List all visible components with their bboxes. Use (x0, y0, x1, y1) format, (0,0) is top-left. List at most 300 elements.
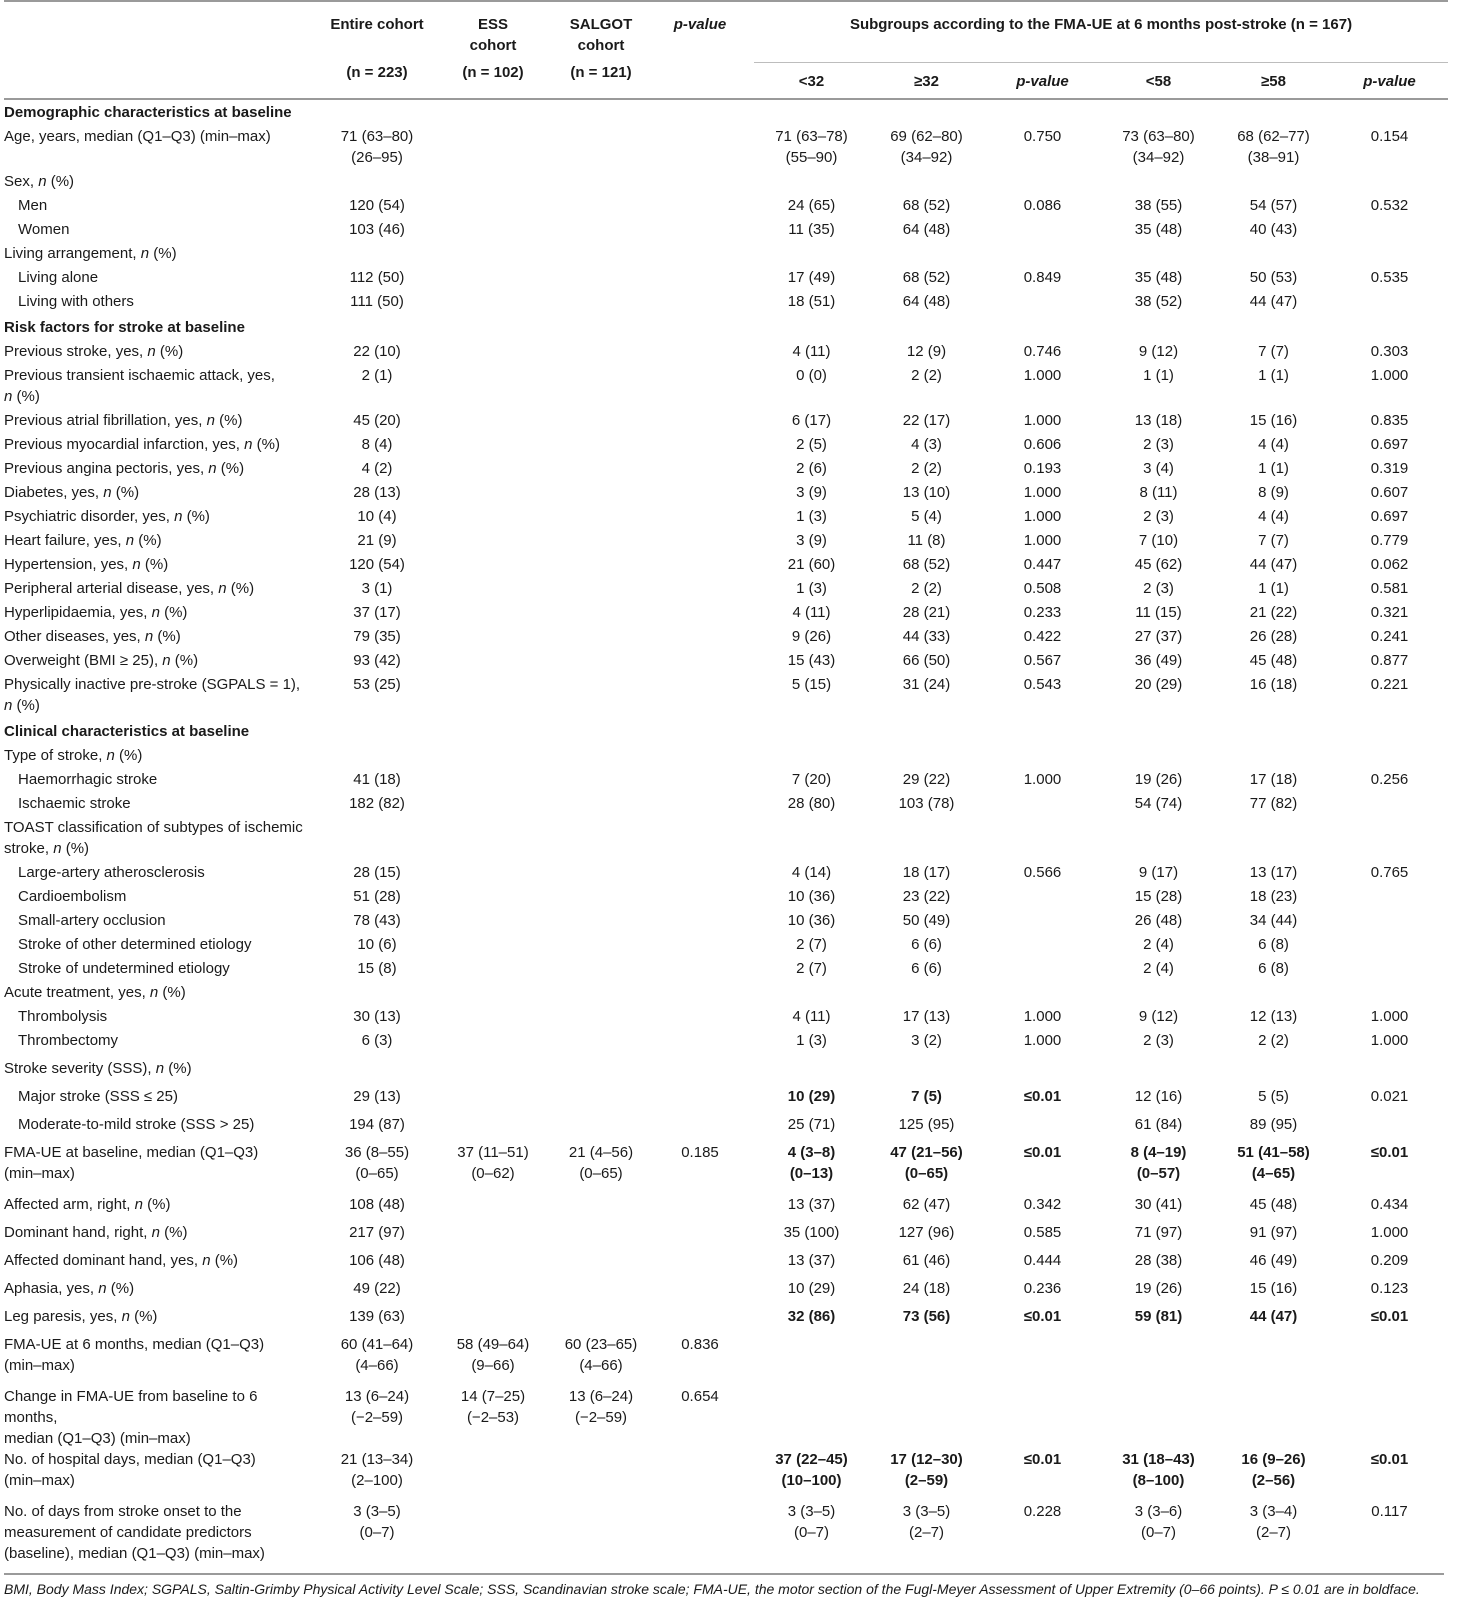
table-cell (656, 506, 744, 530)
table-cell: 0.319 (1370, 459, 1409, 477)
table-cell (546, 1058, 656, 1086)
table-cell (440, 1449, 546, 1501)
table-cell (754, 745, 869, 769)
table-cell: 13 (6–24) (−2–59) (568, 1387, 634, 1426)
table-cell (440, 1086, 546, 1114)
table-cell (546, 1250, 656, 1278)
row-label: Living with others (18, 292, 134, 310)
table-cell: 103 (46) (349, 220, 405, 238)
table-cell: ≤0.01 (1023, 1087, 1062, 1105)
table-cell (1331, 910, 1448, 934)
header-pvalue (656, 1, 744, 62)
table-cell: 2 (3) (1143, 507, 1174, 525)
table-cell: 68 (62–77) (38–91) (1237, 127, 1310, 166)
table-cell (546, 554, 656, 578)
spacer-cell (744, 1222, 754, 1250)
table-cell: 38 (52) (1134, 292, 1183, 310)
table-row (4, 793, 1448, 817)
header-spacer (744, 1, 754, 62)
table-cell (1216, 243, 1331, 267)
table-cell: 45 (48) (1249, 1195, 1298, 1213)
table-row (4, 434, 1448, 458)
table-cell: 93 (42) (353, 651, 401, 669)
table-cell: 22 (10) (353, 342, 401, 360)
table-cell (984, 219, 1101, 243)
table-row (4, 458, 1448, 482)
header-n-entire: (n = 223) (346, 64, 408, 81)
table-cell: 1.000 (1023, 1007, 1062, 1025)
table-cell: 21 (22) (1249, 603, 1298, 621)
table-cell: 0.303 (1370, 342, 1409, 360)
table-cell: ≤0.01 (1370, 1307, 1409, 1325)
table-row (4, 602, 1448, 626)
table-cell (440, 1194, 546, 1222)
table-cell (984, 793, 1101, 817)
table-cell (440, 674, 546, 719)
table-cell (314, 817, 440, 862)
table-cell: 23 (22) (902, 887, 951, 905)
table-cell: 28 (13) (353, 483, 401, 501)
table-row (4, 1334, 1448, 1386)
table-cell: 0.567 (1023, 651, 1062, 669)
spacer-cell (744, 982, 754, 1006)
row-label: Hyperlipidaemia, yes, n (%) (4, 603, 188, 621)
table-row (4, 1501, 1448, 1571)
table-cell (546, 578, 656, 602)
table-cell: 0 (0) (796, 366, 827, 384)
table-cell (546, 267, 656, 291)
table-cell (546, 410, 656, 434)
table-cell: 62 (47) (902, 1195, 951, 1213)
table-cell (440, 1222, 546, 1250)
table-cell (440, 365, 546, 410)
table-cell: 46 (49) (1249, 1251, 1298, 1269)
table-cell (656, 793, 744, 817)
table-cell (1216, 745, 1331, 769)
table-cell (546, 674, 656, 719)
table-row (4, 934, 1448, 958)
table-cell (656, 578, 744, 602)
table-cell (440, 910, 546, 934)
spacer-cell (744, 1114, 754, 1142)
table-cell (984, 958, 1101, 982)
table-cell: 2 (5) (796, 435, 827, 453)
spacer-cell (744, 1306, 754, 1334)
table-row (4, 886, 1448, 910)
table-cell (656, 219, 744, 243)
row-label: Previous transient ischaemic attack, yes, n (%) (4, 366, 275, 405)
table-cell: 89 (95) (1249, 1115, 1298, 1133)
table-row (4, 341, 1448, 365)
table-cell: 78 (43) (353, 911, 401, 929)
table-cell: 25 (71) (787, 1115, 836, 1133)
table-cell: 44 (47) (1249, 555, 1298, 573)
spacer-cell (744, 910, 754, 934)
table-cell: 15 (43) (787, 651, 836, 669)
table-cell (1331, 171, 1448, 195)
table-cell (1216, 817, 1331, 862)
table-cell: 1 (3) (796, 507, 827, 525)
table-cell: 61 (84) (1134, 1115, 1183, 1133)
table-cell: 0.543 (1023, 675, 1062, 693)
table-cell: 4 (4) (1258, 435, 1289, 453)
table-cell: 2 (2) (1258, 1031, 1289, 1049)
table-cell (869, 817, 984, 862)
table-cell: 36 (8–55) (0–65) (344, 1143, 410, 1182)
table-cell (984, 171, 1101, 195)
table-cell: 8 (11) (1139, 483, 1178, 501)
table-cell (440, 1006, 546, 1030)
table-cell (1101, 243, 1216, 267)
table-row (4, 410, 1448, 434)
table-cell: 3 (3–5) (2–7) (902, 1502, 951, 1541)
row-label: FMA-UE at 6 months, median (Q1–Q3) (min–max) (4, 1335, 265, 1374)
table-cell: 45 (20) (353, 411, 401, 429)
row-label: Leg paresis, yes, n (%) (4, 1307, 158, 1325)
table-cell (546, 793, 656, 817)
table-cell: 0.877 (1370, 651, 1409, 669)
row-label: Large-artery atherosclerosis (18, 863, 205, 881)
table-cell (440, 530, 546, 554)
table-cell (546, 1114, 656, 1142)
table-cell: 1.000 (1370, 1223, 1409, 1241)
table-cell: 29 (22) (902, 770, 951, 788)
table-cell: 18 (17) (902, 863, 951, 881)
table-cell (546, 171, 656, 195)
table-cell: 35 (48) (1134, 268, 1183, 286)
table-container (4, 0, 1444, 1597)
table-cell (869, 982, 984, 1006)
table-cell: 13 (18) (1134, 411, 1183, 429)
table-cell: 111 (50) (350, 292, 404, 310)
table-cell: 0.228 (1023, 1502, 1062, 1520)
table-row (4, 530, 1448, 554)
table-cell: 54 (74) (1134, 794, 1183, 812)
table-cell (984, 910, 1101, 934)
table-cell: 0.750 (1023, 127, 1062, 145)
table-cell (984, 291, 1101, 315)
spacer-cell (744, 1501, 754, 1571)
table-cell (440, 982, 546, 1006)
table-cell: 0.154 (1370, 127, 1409, 145)
table-cell (546, 934, 656, 958)
table-row (4, 243, 1448, 267)
row-label: Women (18, 220, 70, 238)
table-row (4, 817, 1448, 862)
table-cell (1101, 745, 1216, 769)
table-cell: 0.746 (1023, 342, 1062, 360)
table-cell: 21 (60) (787, 555, 836, 573)
table-cell: 14 (7–25) (−2–53) (460, 1387, 526, 1426)
table-cell: 2 (7) (796, 959, 827, 977)
spacer-cell (744, 1278, 754, 1306)
table-cell (656, 341, 744, 365)
spacer-cell (744, 434, 754, 458)
table-cell: 77 (82) (1249, 794, 1298, 812)
table-cell: 0.585 (1023, 1223, 1062, 1241)
table-cell: 2 (3) (1143, 435, 1174, 453)
table-cell: 66 (50) (902, 651, 951, 669)
spacer-cell (744, 171, 754, 195)
table-cell (546, 982, 656, 1006)
table-cell: 64 (48) (902, 220, 951, 238)
table-cell: 0.836 (681, 1335, 719, 1353)
table-cell (754, 1058, 869, 1086)
spacer-cell (744, 1334, 754, 1386)
table-cell: ≤0.01 (1370, 1143, 1409, 1161)
table-cell: 15 (8) (357, 959, 397, 977)
table-cell (1216, 171, 1331, 195)
table-cell (1331, 1114, 1448, 1142)
table-cell: 0.321 (1370, 603, 1409, 621)
spacer-cell (744, 1250, 754, 1278)
table-cell (546, 1030, 656, 1058)
table-cell: 11 (35) (788, 220, 835, 238)
table-cell: 41 (18) (353, 770, 401, 788)
spacer-cell (744, 1449, 754, 1501)
table-cell: 7 (10) (1138, 531, 1179, 549)
table-cell (546, 958, 656, 982)
table-cell: 3 (1) (361, 579, 393, 597)
table-cell (1331, 1334, 1448, 1386)
table-cell (656, 674, 744, 719)
table-cell (984, 934, 1101, 958)
table-cell: 0.835 (1370, 411, 1409, 429)
table-cell (656, 1194, 744, 1222)
row-label: Other diseases, yes, n (%) (4, 627, 181, 645)
table-cell: 0.606 (1023, 435, 1062, 453)
table-row (4, 1194, 1448, 1222)
spacer-cell (744, 745, 754, 769)
section-row (4, 99, 1448, 126)
table-cell (1216, 1058, 1331, 1086)
table-cell: 17 (13) (902, 1007, 951, 1025)
header-pvalue-32 (984, 62, 1101, 99)
table-cell (656, 650, 744, 674)
table-cell (1331, 745, 1448, 769)
spacer-cell (744, 862, 754, 886)
table-cell: 8 (4–19) (0–57) (1130, 1143, 1187, 1182)
table-cell: 4 (14) (791, 863, 832, 881)
table-cell: 60 (41–64) (4–66) (340, 1335, 414, 1374)
table-cell: 35 (100) (783, 1223, 840, 1241)
table-cell (1216, 1334, 1331, 1386)
table-cell: 49 (22) (353, 1279, 401, 1297)
table-cell: 13 (37) (787, 1251, 836, 1269)
table-cell: 12 (13) (1249, 1007, 1298, 1025)
baseline-characteristics-table (4, 0, 1448, 1571)
table-cell (656, 886, 744, 910)
table-cell (1331, 291, 1448, 315)
table-cell: 68 (52) (902, 268, 951, 286)
table-cell: 10 (29) (787, 1279, 836, 1297)
table-row (4, 769, 1448, 793)
spacer-cell (744, 958, 754, 982)
table-cell: 103 (78) (898, 794, 955, 812)
table-cell: 0.233 (1023, 603, 1062, 621)
table-cell: 27 (37) (1134, 627, 1183, 645)
table-cell (546, 626, 656, 650)
row-label: TOAST classification of subtypes of ischemic stroke, n (%) (4, 818, 303, 857)
table-cell (754, 171, 869, 195)
table-cell (440, 650, 546, 674)
spacer-cell (744, 126, 754, 171)
table-cell: 3 (2) (911, 1031, 942, 1049)
table-cell: 194 (87) (349, 1115, 405, 1133)
table-row (4, 1058, 1448, 1086)
header-blank-2 (4, 62, 314, 99)
row-label: Age, years, median (Q1–Q3) (min–max) (4, 127, 271, 145)
table-cell: 7 (20) (791, 770, 832, 788)
table-cell (546, 1194, 656, 1222)
spacer-cell (744, 602, 754, 626)
table-cell: 0.021 (1370, 1087, 1409, 1105)
table-cell: 3 (3–5) (0–7) (353, 1502, 401, 1541)
table-cell: 16 (9–26) (2–56) (1241, 1450, 1306, 1489)
table-cell (440, 410, 546, 434)
header-group-ge32: ≥32 (914, 72, 939, 90)
table-cell: 44 (47) (1249, 292, 1298, 310)
table-cell (656, 365, 744, 410)
table-cell: 20 (29) (1134, 675, 1183, 693)
table-cell: 69 (62–80) (34–92) (890, 127, 963, 166)
row-label: Ischaemic stroke (18, 794, 131, 812)
table-cell (314, 171, 440, 195)
section-row (4, 315, 1448, 341)
table-cell: 61 (46) (902, 1251, 951, 1269)
table-cell (1331, 1058, 1448, 1086)
row-label: Haemorrhagic stroke (18, 770, 158, 788)
table-row (4, 1250, 1448, 1278)
table-cell: 1.000 (1023, 411, 1062, 429)
table-cell (656, 1114, 744, 1142)
table-footnote: BMI, Body Mass Index; SGPALS, Saltin-Grimby Physical Activity Level Scale; SSS, Scandinavian stroke scale; FMA-UE, the motor section of the Fugl-Meyer Assessment of Upper Extremity (0–66 points). P ≤ 0.01 are in boldface. (4, 1573, 1444, 1597)
table-cell: 7 (7) (1258, 531, 1289, 549)
table-cell (656, 1222, 744, 1250)
table-cell: 71 (63–78) (55–90) (775, 127, 848, 166)
table-cell: 120 (54) (349, 196, 405, 214)
table-cell: ≤0.01 (1023, 1450, 1062, 1468)
spacer-cell (744, 1086, 754, 1114)
table-cell: 0.062 (1370, 555, 1409, 573)
table-cell: 13 (17) (1249, 863, 1298, 881)
table-cell (440, 219, 546, 243)
table-cell: 40 (43) (1249, 220, 1298, 238)
table-cell: 51 (41–58) (4–65) (1237, 1143, 1310, 1182)
table-cell (546, 1501, 656, 1571)
table-cell: 60 (23–65) (4–66) (564, 1335, 638, 1374)
table-cell (984, 817, 1101, 862)
table-cell: 21 (4–56) (0–65) (568, 1143, 634, 1182)
table-cell: 10 (6) (357, 935, 397, 953)
row-label: Hypertension, yes, n (%) (4, 555, 169, 573)
table-cell (1216, 982, 1331, 1006)
table-cell: 0.697 (1370, 507, 1409, 525)
table-cell: 0.607 (1370, 483, 1409, 501)
table-cell: 5 (4) (911, 507, 942, 525)
header-n-salgot: (n = 121) (570, 64, 632, 81)
table-cell (546, 243, 656, 267)
table-cell (1331, 793, 1448, 817)
table-cell: 3 (3–6) (0–7) (1134, 1502, 1183, 1541)
table-cell (440, 434, 546, 458)
spacer-cell (744, 1386, 754, 1449)
table-cell (440, 862, 546, 886)
table-cell (656, 291, 744, 315)
row-label: Stroke severity (SSS), n (%) (4, 1059, 192, 1077)
table-cell (656, 910, 744, 934)
table-cell: 0.532 (1370, 196, 1409, 214)
table-cell (656, 934, 744, 958)
table-cell (984, 886, 1101, 910)
table-cell (656, 171, 744, 195)
table-cell (440, 291, 546, 315)
table-cell (440, 458, 546, 482)
table-cell (440, 482, 546, 506)
table-cell: 1 (3) (796, 579, 827, 597)
table-cell: 2 (7) (796, 935, 827, 953)
spacer-cell (744, 554, 754, 578)
table-cell: 15 (16) (1249, 1279, 1298, 1297)
table-cell: 1.000 (1370, 366, 1409, 384)
row-label: Stroke of undetermined etiology (18, 959, 230, 977)
table-row (4, 1030, 1448, 1058)
row-label: Living arrangement, n (%) (4, 244, 177, 262)
table-row (4, 982, 1448, 1006)
table-cell: 3 (9) (796, 531, 827, 549)
table-cell (440, 126, 546, 171)
table-cell: 35 (48) (1134, 220, 1183, 238)
table-cell (1331, 886, 1448, 910)
table-cell: 108 (48) (349, 1195, 405, 1213)
spacer-cell (744, 1030, 754, 1058)
table-cell (314, 243, 440, 267)
table-cell (546, 458, 656, 482)
table-cell: 26 (48) (1134, 911, 1183, 929)
table-cell: 73 (63–80) (34–92) (1122, 127, 1195, 166)
table-cell: 34 (44) (1249, 911, 1298, 929)
table-cell: 5 (5) (1258, 1087, 1289, 1105)
table-cell: 182 (82) (349, 794, 405, 812)
header-n-ess: (n = 102) (462, 64, 524, 81)
table-cell: 36 (49) (1134, 651, 1183, 669)
table-cell (656, 769, 744, 793)
table-cell: 68 (52) (902, 555, 951, 573)
table-cell (1101, 1334, 1216, 1386)
table-cell (869, 1058, 984, 1086)
table-cell: 44 (33) (902, 627, 951, 645)
table-cell (869, 1334, 984, 1386)
row-label: Thrombectomy (18, 1031, 119, 1049)
table-cell (546, 506, 656, 530)
table-cell: 0.581 (1370, 579, 1409, 597)
table-cell (440, 578, 546, 602)
table-cell (546, 1222, 656, 1250)
table-cell: 125 (95) (898, 1115, 955, 1133)
table-cell: 0.535 (1370, 268, 1409, 286)
table-cell (656, 745, 744, 769)
table-cell: 47 (21–56) (0–65) (890, 1143, 963, 1182)
table-cell (546, 219, 656, 243)
table-cell (546, 1006, 656, 1030)
table-row (4, 365, 1448, 410)
table-cell: 17 (49) (787, 268, 836, 286)
table-cell: 58 (49–64) (9–66) (456, 1335, 530, 1374)
table-cell (440, 626, 546, 650)
table-row (4, 1278, 1448, 1306)
table-row (4, 1006, 1448, 1030)
spacer-cell (744, 243, 754, 267)
